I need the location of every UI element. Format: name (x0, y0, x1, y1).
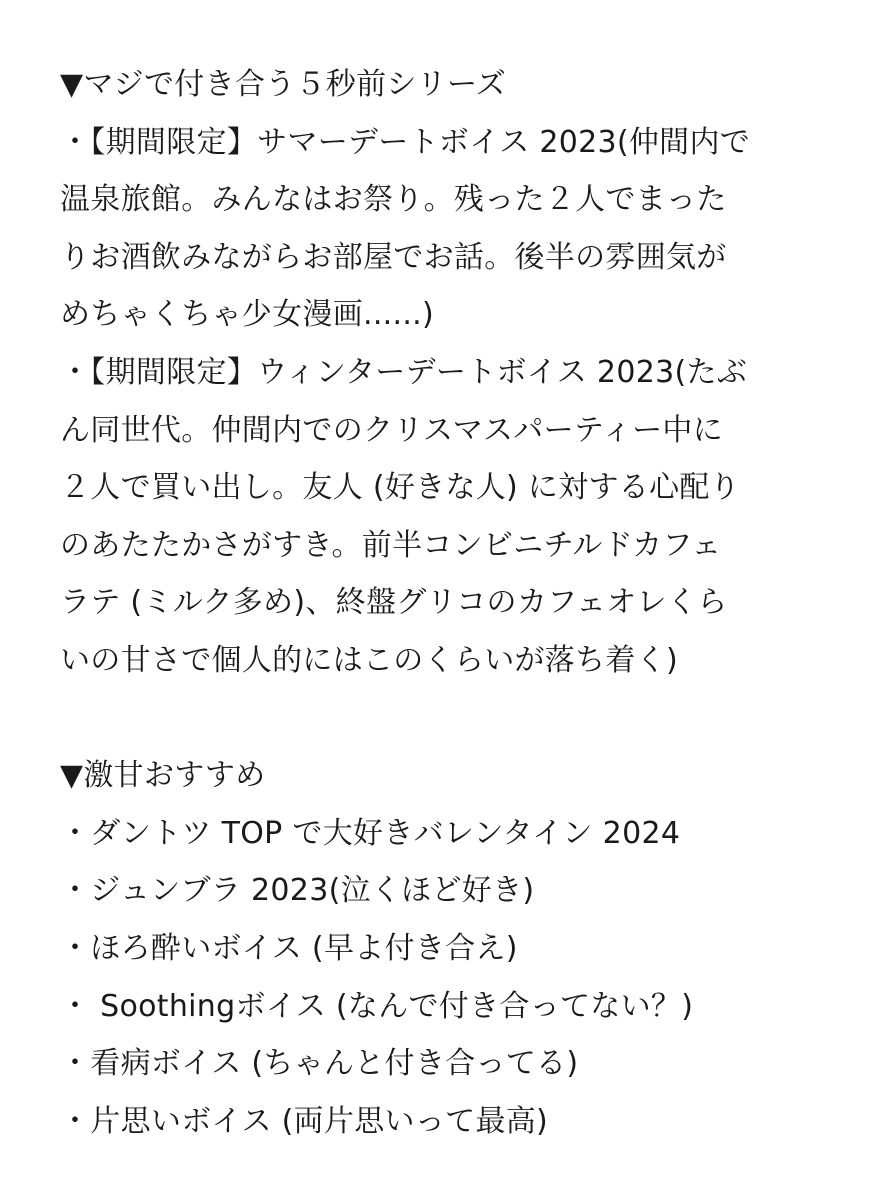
text-line: のあたたかさがすき。前半コンビニチルドカフェ (60, 527, 722, 563)
list-item: ・ Soothingボイス (なんで付き合ってない？) (60, 988, 694, 1024)
section-heading-majide: ▼マジで付き合う５秒前シリーズ (60, 67, 507, 102)
list-item: ・看病ボイス (ちゃんと付き合ってる) (60, 1046, 579, 1082)
text-line: めちゃくちゃ少女漫画......) (60, 297, 435, 333)
section-heading-gekiama: ▼激甘おすすめ (60, 758, 266, 794)
list-item: ・ほろ酔いボイス (早よ付き合え) (60, 930, 518, 966)
text-line: ん同世代。仲間内でのクリスマスパーティー中に (60, 412, 723, 448)
text-line: りお酒飲みながらお部屋でお話。後半の雰囲気が (60, 239, 727, 275)
blank-line (60, 690, 848, 748)
text-line: 温泉旅館。みんなはお祭り。残った２人でまった (60, 182, 727, 218)
text-line: ラテ (ミルク多め)、終盤グリコのカフェオレくら (60, 585, 728, 621)
list-item: ・片思いボイス (両片思いって最高) (60, 1103, 549, 1139)
text-line: ・【期間限定】サマーデートボイス 2023(仲間内で (60, 124, 751, 160)
list-item: ・ダントツ TOP で大好きバレンタイン 2024 (60, 815, 681, 851)
text-line: ・【期間限定】ウィンターデートボイス 2023(たぶ (60, 354, 748, 390)
text-line: いの甘さで個人的にはこのくらいが落ち着く) (60, 642, 679, 678)
text-line: ２人で買い出し。友人 (好きな人) に対する心配り (60, 470, 740, 506)
list-item: ・ジュンブラ 2023(泣くほど好き) (60, 873, 535, 909)
